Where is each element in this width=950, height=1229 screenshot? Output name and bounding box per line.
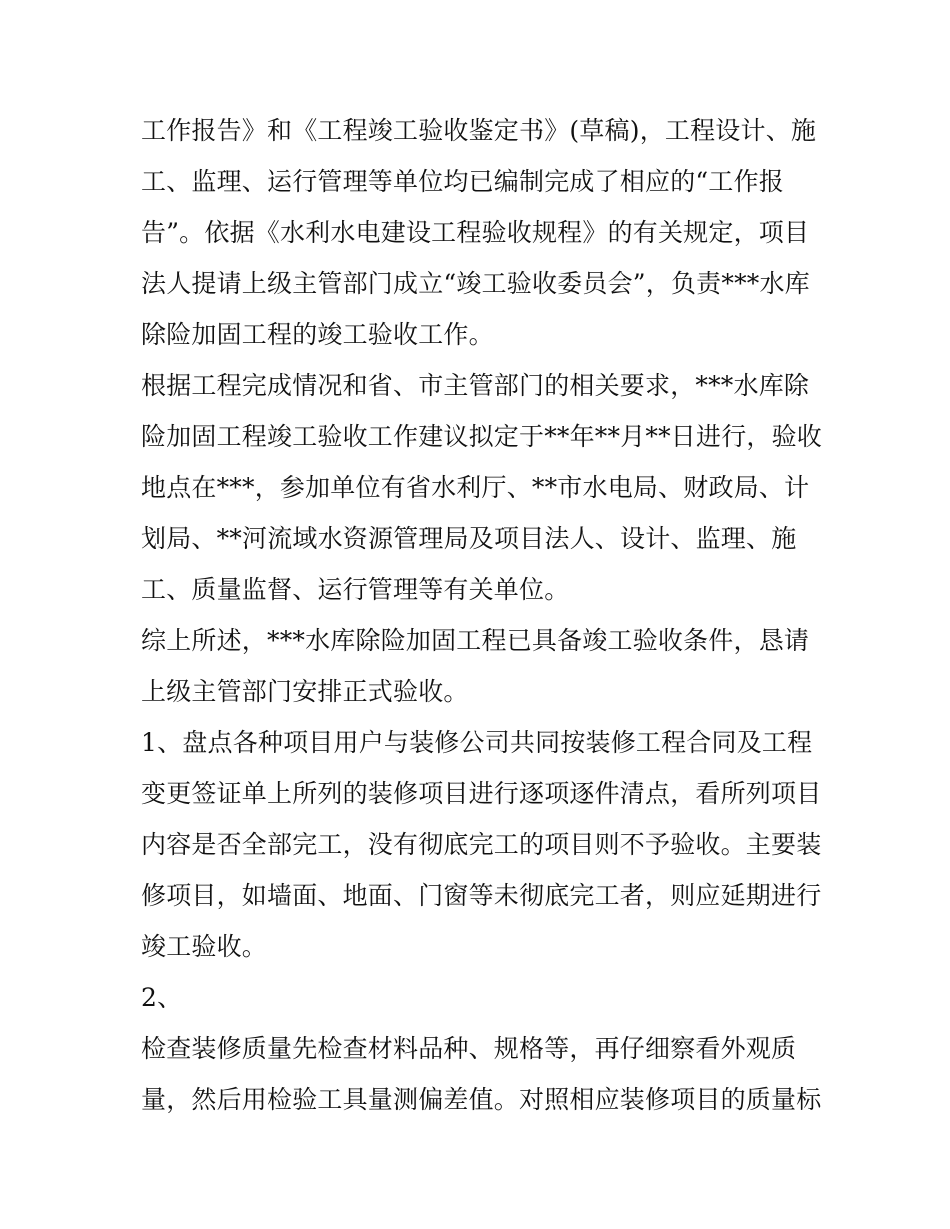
- text-line: 综上所述，***水库除险加固工程已具备竣工验收条件，恳请: [141, 626, 810, 655]
- text-line: 划局、**河流域水资源管理局及项目法人、设计、监理、施: [141, 524, 797, 553]
- text-line: 检查装修质量先检查材料品种、规格等，再仔细察看外观质: [141, 1034, 797, 1063]
- text-line: 修项目，如墙面、地面、门窗等未彻底完工者，则应延期进行: [141, 881, 822, 910]
- document-body: [141, 105, 821, 1125]
- text-line: 上级主管部门安排正式验收。: [141, 677, 469, 706]
- text-line: 2、: [141, 983, 183, 1012]
- text-line: 险加固工程竣工验收工作建议拟定于**年**月**日进行，验收: [141, 422, 823, 451]
- text-line: 内容是否全部完工，没有彻底完工的项目则不予验收。主要装: [141, 830, 822, 859]
- text-line: 工、监理、运行管理等单位均已编制完成了相应的“工作报: [141, 167, 784, 196]
- text-line: 量，然后用检验工具量测偏差值。对照相应装修项目的质量标: [141, 1085, 822, 1114]
- text-line: 地点在***，参加单位有省水利厅、**市水电局、财政局、计: [141, 473, 810, 502]
- text-line: 1、盘点各种项目用户与装修公司共同按装修工程合同及工程: [141, 728, 813, 757]
- text-line: 工、质量监督、运行管理等有关单位。: [141, 575, 570, 604]
- text-line: 工作报告》和《工程竣工验收鉴定书》(草稿)，工程设计、施: [141, 116, 817, 145]
- text-line: 变更签证单上所列的装修项目进行逐项逐件清点，看所列项目: [141, 779, 822, 808]
- text-line: 告”。依据《水利水电建设工程验收规程》的有关规定，项目: [141, 218, 810, 247]
- text-line: 除险加固工程的竣工验收工作。: [141, 320, 494, 349]
- text-line: 根据工程完成情况和省、市主管部门的相关要求，***水库除: [141, 371, 810, 400]
- text-line: 法人提请上级主管部门成立“竣工验收委员会”，负责***水库: [141, 269, 810, 298]
- text-line: 竣工验收。: [141, 932, 268, 961]
